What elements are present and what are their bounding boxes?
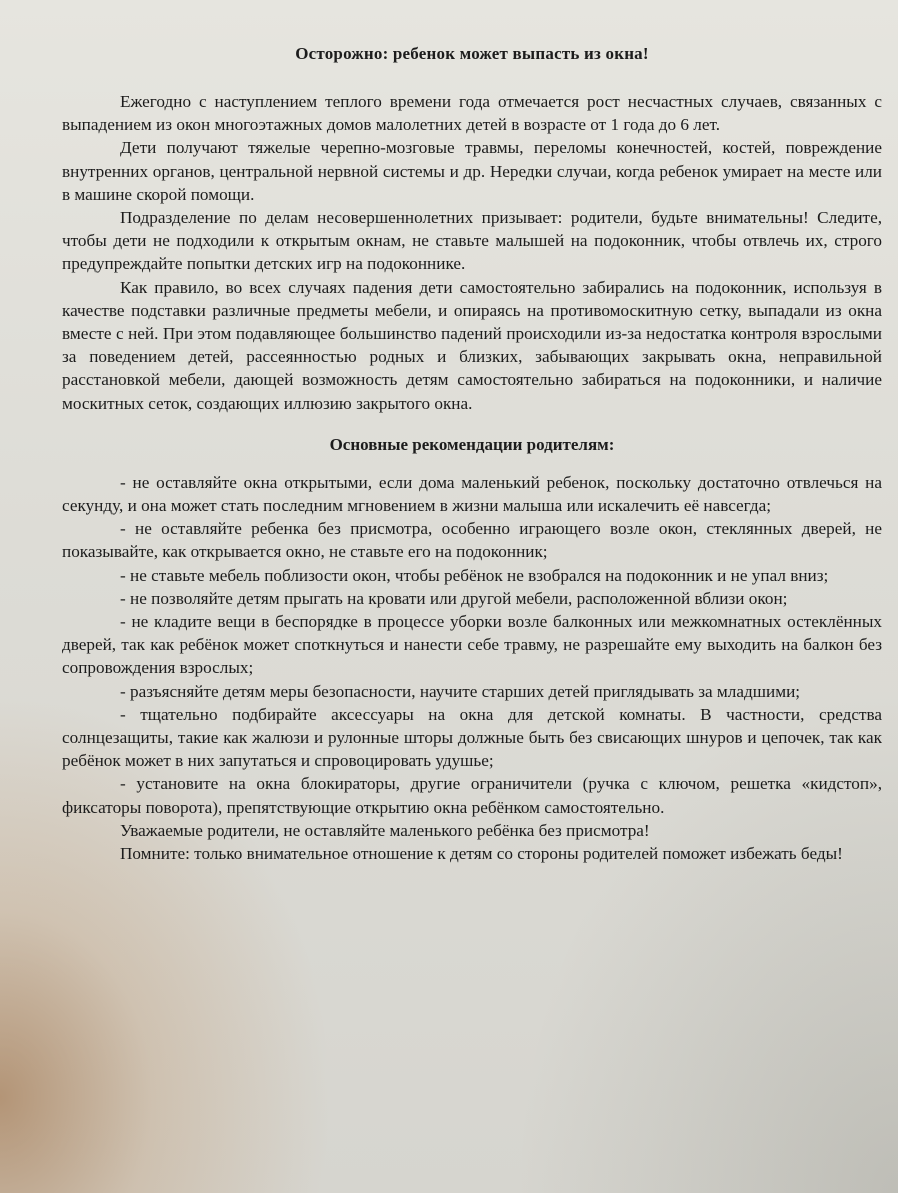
- recommendation-item: - не ставьте мебель поблизости окон, чтобы ребёнок не взобрался на подоконник и не упал вниз;: [120, 565, 829, 585]
- paragraph: Дети получают тяжелые черепно-мозговые травмы, переломы конечностей, костей, повреждение внутренних органов, центральной нервной системы и др. Нередки случаи, когда ребенок умирает на месте или в машине скорой помощи.: [62, 138, 882, 204]
- closing-paragraph: Помните: только внимательное отношение к детям со стороны родителей поможет избежать беды!: [120, 844, 843, 864]
- recommendation-item: - не позволяйте детям прыгать на кровати или другой мебели, расположенной вблизи окон;: [120, 588, 788, 608]
- document-body: [62, 44, 882, 865]
- paragraph: Как правило, во всех случаях падения дети самостоятельно забирались на подоконник, используя в качестве подставки различные предметы мебели, и опираясь на противомоскитную сетку, выпадали из окна вместе с ней. При этом подавляющее большинство падений происходили из-за недостатка контроля взрослыми за поведением детей, рассеянностью родных и близких, забывающих закрывать окна, неправильной расстановкой мебели, дающей возможность детям самостоятельно забираться на подоконники, и наличие москитных сеток, создающих иллюзию закрытого окна.: [62, 277, 882, 413]
- recommendation-item: - не оставляйте ребенка без присмотра, особенно играющего возле окон, стеклянных дверей, не показывайте, как открывается окно, не ставьте его на подоконник;: [62, 519, 882, 562]
- recommendation-item: - не кладите вещи в беспорядке в процессе уборки возле балконных или межкомнатных остеклённых дверей, так как ребёнок может споткнуться и нанести себе травму, не разрешайте ему выходить на балкон без сопровождения взрослых;: [62, 612, 882, 678]
- recommendation-item: - не оставляйте окна открытыми, если дома маленький ребенок, поскольку достаточно отвлечься на секунду, и она может стать последним мгновением в жизни малыша или искалечить её навсегда;: [62, 472, 882, 516]
- closing-section: [62, 819, 882, 865]
- document-title: Осторожно: ребенок может выпасть из окна!: [295, 44, 649, 63]
- recommendations-list: [62, 471, 882, 819]
- paragraph: Подразделение по делам несовершеннолетних призывает: родители, будьте внимательны! Следите, чтобы дети не подходили к открытым окнам, не ставьте малышей на подоконник, чтобы отвлечь их, строго предупреждайте попытки детских игр на подоконнике.: [62, 208, 882, 274]
- intro-section: [62, 90, 882, 415]
- recommendation-item: - тщательно подбирайте аксессуары на окна для детской комнаты. В частности, средства солнцезащиты, такие как жалюзи и рулонные шторы должные быть без свисающих шнуров и цепочек, так как ребёнок может в них запутаться и спровоцировать удушье;: [62, 704, 882, 771]
- recommendation-item: - установите на окна блокираторы, другие ограничители (ручка с ключом, решетка «кидстоп», фиксаторы поворота), препятствующие открытию окна ребёнком самостоятельно.: [62, 774, 882, 817]
- closing-paragraph: Уважаемые родители, не оставляйте маленького ребёнка без присмотра!: [120, 820, 650, 840]
- recommendation-item: - разъясняйте детям меры безопасности, научите старших детей приглядывать за младшими;: [120, 681, 801, 701]
- paragraph: Ежегодно с наступлением теплого времени года отмечается рост несчастных случаев, связанных с выпадением из окон многоэтажных домов малолетних детей в возрасте от 1 года до 6 лет.: [62, 92, 882, 135]
- recommendations-heading: Основные рекомендации родителям:: [329, 434, 615, 454]
